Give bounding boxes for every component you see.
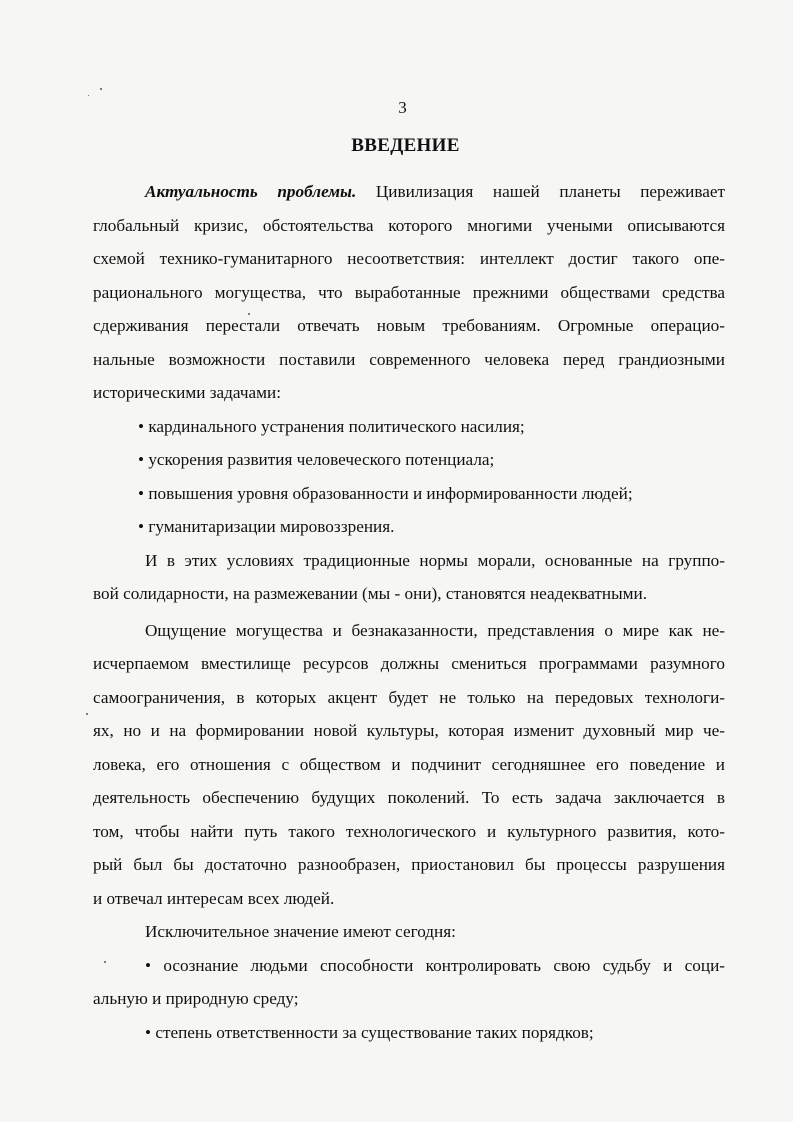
paragraph-1-line-6: нальные возможности поставили современного человека перед грандиозными	[93, 349, 725, 369]
paragraph-3-line-6: деятельность обеспечению будущих поколений. То есть задача заключается в	[93, 788, 725, 807]
scan-speck	[88, 95, 89, 96]
paragraph-1-line-3: схемой технико-гуманитарного несоответствия: интеллект достиг такого опе-	[93, 249, 725, 268]
paragraph-4: Исключительное значение имеют сегодня:	[145, 922, 456, 941]
importance-item-1-line-2: альную и природную среду;	[93, 989, 299, 1008]
paragraph-2-line-2: вой солидарности, на размежевании (мы - они), становятся неадекватными.	[93, 584, 648, 603]
paragraph-3-line-7: том, чтобы найти путь такого технологического и культурного развития, кото-	[93, 821, 725, 841]
importance-item-2: • степень ответственности за существование таких порядков;	[145, 1022, 594, 1042]
body-text	[93, 175, 725, 1049]
paragraph-3-line-5: ловека, его отношения с обществом и подчинит сегодняшнее его поведение и	[93, 754, 725, 774]
paragraph-3-line-8: рый был бы достаточно разнообразен, приостановил бы процессы разрушения	[93, 855, 725, 874]
paragraph-1-line-4: рационального могущества, что выработанные прежними обществами средства	[93, 282, 725, 302]
paragraph-1-line-7: историческими задачами:	[93, 383, 281, 402]
paragraph-3-line-3: самоограничения, в которых акцент будет не только на передовых технологи-	[93, 687, 725, 707]
page-number: 3	[398, 98, 407, 117]
scan-speck	[100, 88, 102, 90]
paragraph-3-line-9: и отвечал интересам всех людей.	[93, 888, 335, 908]
paragraph-3-line-2: исчерпаемом вместилище ресурсов должны смениться программами разумного	[93, 654, 725, 673]
relevance-heading: Актуальность проблемы.	[145, 182, 357, 201]
task-list-item: • повышения уровня образованности и информированности людей;	[138, 483, 633, 503]
paragraph-1-line-1	[93, 175, 725, 209]
paragraph-2-line-1: И в этих условиях традиционные нормы морали, основанные на группо-	[145, 550, 725, 570]
paragraph-3-line-4: ях, но и на формировании новой культуры, которая изменит духовный мир че-	[93, 721, 725, 740]
scan-speck	[86, 713, 88, 715]
task-list-item: • ускорения развития человеческого потенциала;	[138, 450, 495, 469]
paragraph-1-line-5: сдерживания перестали отвечать новым требованиям. Огромные операцио-	[93, 316, 725, 335]
scan-speck	[248, 313, 250, 315]
paragraph-1-line-1-rest: Цивилизация нашей планеты переживает	[356, 182, 725, 201]
scan-speck	[104, 961, 106, 963]
section-title: ВВЕДЕНИЕ	[351, 135, 460, 156]
paragraph-3-line-1: Ощущение могущества и безнаказанности, представления о мире как не-	[145, 620, 725, 640]
task-list-item: • кардинального устранения политического насилия;	[138, 416, 525, 436]
importance-item-1-line-1: • осознание людьми способности контролировать свою судьбу и соци-	[145, 955, 725, 975]
task-list-item: • гуманитаризации мировоззрения.	[138, 517, 395, 536]
paragraph-1-line-2: глобальный кризис, обстоятельства которого многими учеными описываются	[93, 215, 725, 235]
